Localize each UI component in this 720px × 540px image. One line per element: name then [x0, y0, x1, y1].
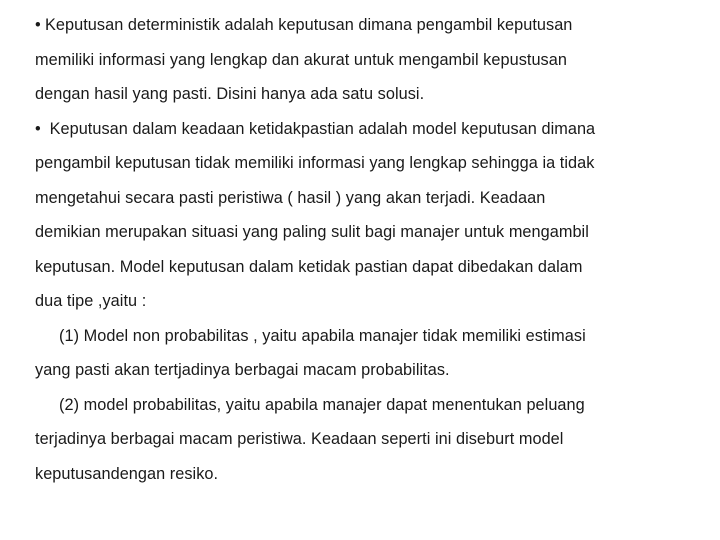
text-line: dengan hasil yang pasti. Disini hanya ada satu solusi.: [35, 85, 425, 103]
bullet-paragraph-uncertainty: [35, 112, 695, 319]
text-line: keputusan. Model keputusan dalam ketidak pastian dapat dibedakan dalam: [35, 257, 583, 276]
text-line: mengetahui secara pasti peristiwa ( hasil ) yang akan terjadi. Keadaan: [35, 188, 546, 207]
text-line: dua tipe ,yaitu :: [35, 292, 147, 310]
text-line: (1) Model non probabilitas , yaitu apabila manajer tidak memiliki estimasi: [59, 326, 586, 345]
numbered-item-probability: [35, 388, 695, 492]
text-line: terjadinya berbagai macam peristiwa. Keadaan seperti ini diseburt model: [35, 430, 564, 448]
text-line: memiliki informasi yang lengkap dan akurat untuk mengambil kepustusan: [35, 50, 567, 69]
slide-body-text: [35, 8, 695, 491]
bullet-marker: •: [35, 119, 41, 138]
bullet-marker: •: [35, 16, 41, 34]
text-line: keputusandengan resiko.: [35, 464, 219, 483]
bullet-paragraph-deterministic: [35, 8, 695, 112]
text-line: demikian merupakan situasi yang paling sulit bagi manajer untuk mengambil: [35, 223, 589, 241]
text-line: yang pasti akan tertjadinya berbagai macam probabilitas.: [35, 361, 450, 379]
text-line: (2) model probabilitas, yaitu apabila manajer dapat menentukan peluang: [59, 395, 585, 414]
numbered-item-non-probability: [35, 319, 695, 388]
text-line: • Keputusan dalam keadaan ketidakpastian adalah model keputusan dimana: [35, 112, 695, 147]
text-line: • Keputusan deterministik adalah keputusan dimana pengambil keputusan: [35, 8, 695, 43]
text-line: pengambil keputusan tidak memiliki informasi yang lengkap sehingga ia tidak: [35, 154, 595, 172]
